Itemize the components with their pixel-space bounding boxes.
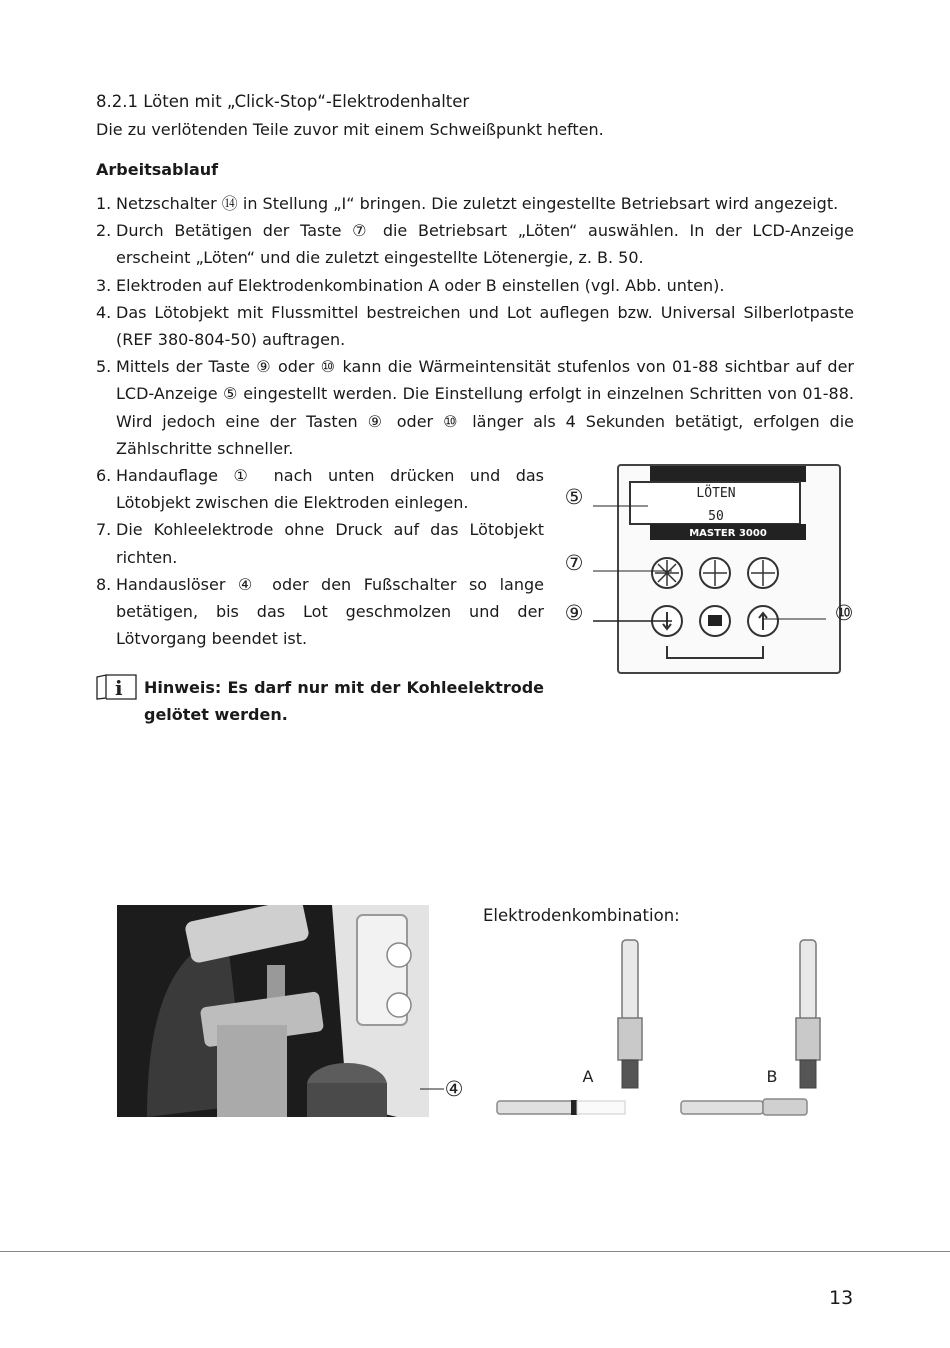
step-7: 7. Die Kohleelektrode ohne Druck auf das Lötobjekt richten. (96, 520, 544, 567)
electrode-b-horizontal (681, 1099, 807, 1115)
section-heading: 8.2.1 Löten mit „Click-Stop“-Elektrodenhalter (96, 92, 470, 111)
electrode-a-horizontal (497, 1100, 625, 1115)
photo-callout (420, 1072, 470, 1104)
step-5: 5. Mittels der Taste ⑨ oder ⑩ kann die Wärmeintensität stufenlos von 01-88 sichtbar auf der LCD-Anzeige ⑤ eingestellt werden. Die Einstellung erfolgt in einzelnen Schritten von 01-88. Wird jedoch eine der Tasten ⑨ oder ⑩ länger als 4 Sekunden betätigt, erfolgen die Zählschritte schneller. (96, 357, 854, 458)
footer-rule (0, 1251, 950, 1252)
panel-top-band (650, 466, 806, 482)
step-2: 2. Durch Betätigen der Taste ⑦ die Betriebsart „Löten“ auswählen. In der LCD-Anzeige erscheint „Löten“ und die zuletzt eingestellte Lötenergie, z. B. 50. (96, 221, 854, 268)
procedure-title: Arbeitsablauf (96, 160, 219, 179)
note-box (96, 674, 544, 728)
callout-lcd: ⑤ (564, 485, 584, 509)
step-6: 6. Handauflage ① nach unten drücken und das Lötobjekt zwischen die Elektroden einlegen. (96, 466, 544, 513)
section-intro: Die zu verlötenden Teile zuvor mit einem Schweißpunkt heften. (96, 120, 604, 139)
step-3: 3. Elektroden auf Elektrodenkombination A oder B einstellen (vgl. Abb. unten). (96, 275, 725, 295)
svg-text:i: i (115, 676, 123, 700)
model-label: MASTER 3000 (689, 528, 767, 539)
callout-mode-key: ⑦ (564, 551, 584, 575)
step-1: 1. Netzschalter ⑭ in Stellung „I“ bringen. Die zuletzt eingestellte Betriebsart wird angezeigt. (96, 194, 839, 213)
handpiece-photo (117, 905, 429, 1117)
electrode-a-vertical (618, 940, 642, 1088)
lcd-line2: 50 (708, 509, 724, 524)
control-panel-figure (560, 450, 860, 690)
electrode-b-vertical (796, 940, 820, 1088)
note-text: Hinweis: Es darf nur mit der Kohleelektrode gelötet werden. (144, 678, 544, 724)
callout-down-key: ⑨ (564, 601, 584, 625)
electrode-combination-figure (485, 930, 825, 1120)
label-b: B (766, 1067, 778, 1086)
callout-up-key: ⑩ (834, 601, 854, 625)
step-4: 4. Das Lötobjekt mit Flussmittel bestreichen und Lot auflegen bzw. Universal Silberlotpaste (REF 380-804-50) auftragen. (96, 302, 854, 350)
steps-list-full (96, 190, 854, 462)
label-a: A (582, 1067, 594, 1086)
lcd-line1: LÖTEN (696, 486, 736, 501)
steps-list-narrow (96, 462, 544, 652)
page-number: 13 (829, 1287, 854, 1309)
step-8: 8. Handauslöser ④ oder den Fußschalter so lange betätigen, bis das Lot geschmolzen und der Lötvorgang beendet ist. (96, 574, 544, 649)
electrode-combination-title: Elektrodenkombination: (483, 906, 680, 925)
svg-text:④: ④ (444, 1077, 464, 1101)
info-icon (96, 674, 140, 700)
